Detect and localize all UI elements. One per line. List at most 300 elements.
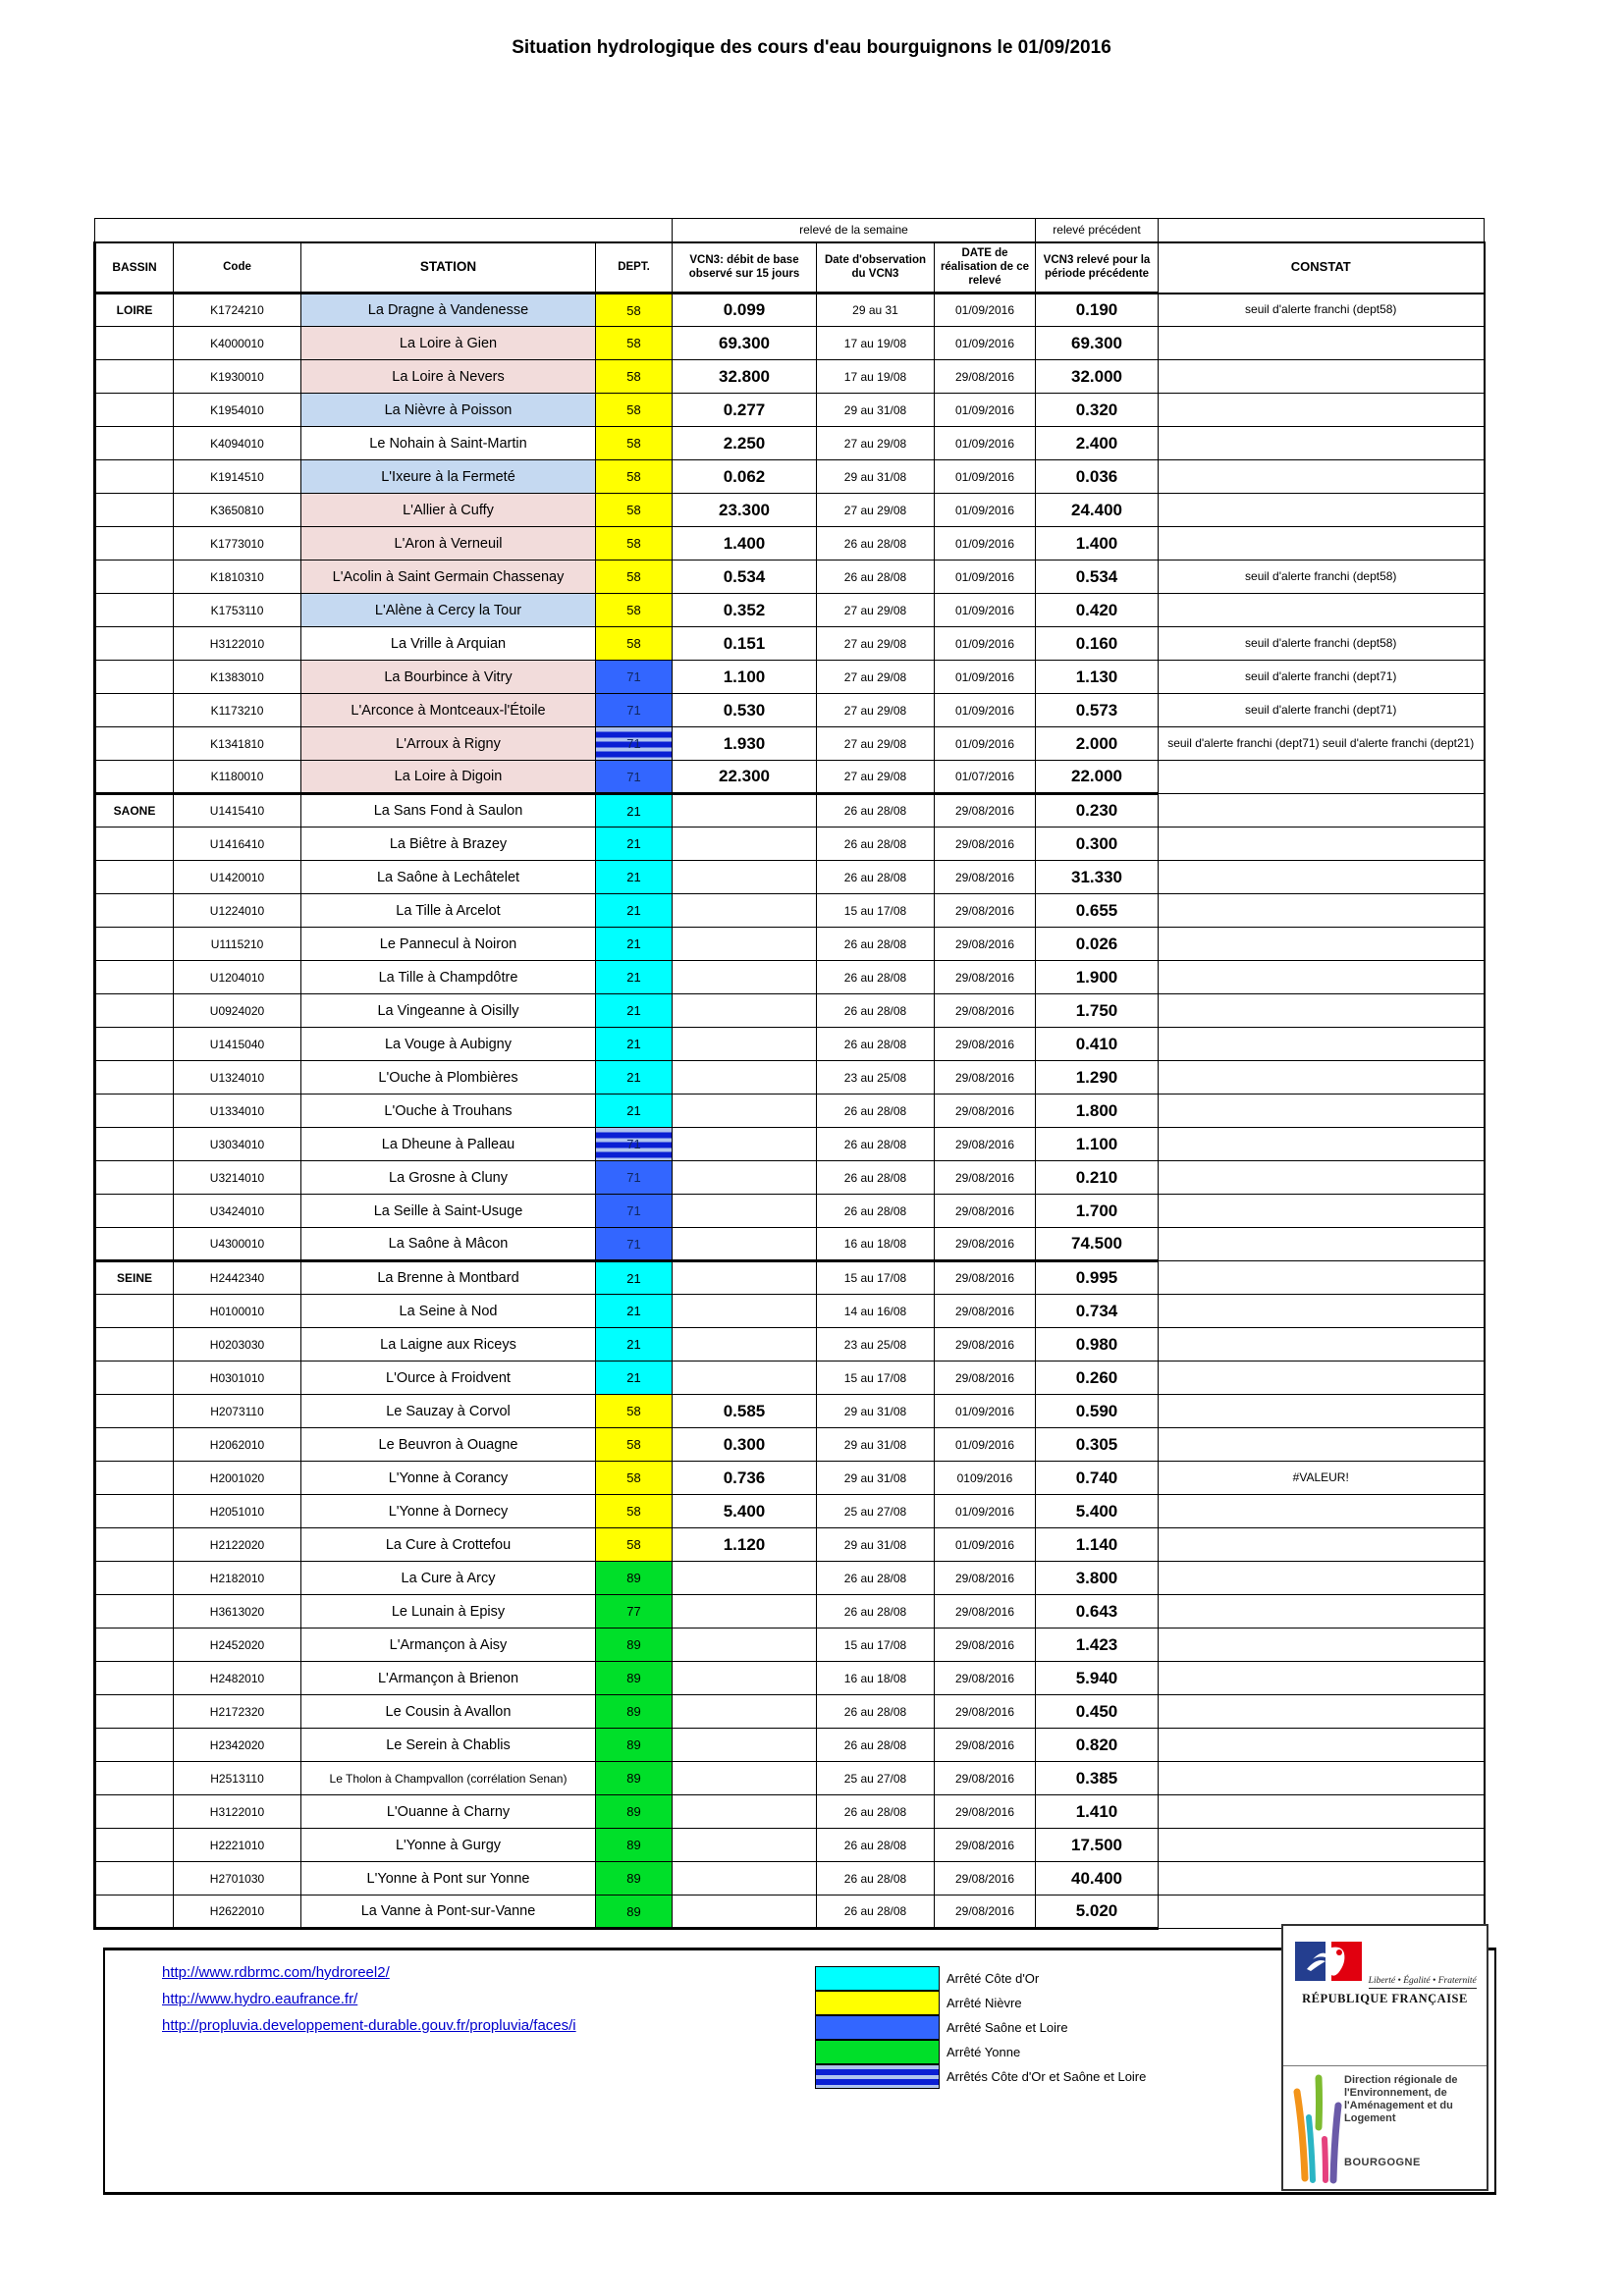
code-cell: K1753110 [174, 594, 301, 627]
constat-cell [1159, 1128, 1485, 1161]
col-header-code: Code [174, 242, 301, 294]
vcn3-cell: 23.300 [673, 494, 817, 527]
vcn3-prev-cell: 1.400 [1036, 527, 1159, 561]
bassin-cell [95, 460, 174, 494]
bassin-cell [95, 761, 174, 794]
dept-cell: 58 [596, 1495, 673, 1528]
page-title: Situation hydrologique des cours d'eau bourguignons le 01/09/2016 [512, 37, 1111, 58]
bassin-cell [95, 1729, 174, 1762]
constat-cell [1159, 1662, 1485, 1695]
date-releve-cell: 29/08/2016 [935, 1762, 1036, 1795]
date-releve-cell: 29/08/2016 [935, 1795, 1036, 1829]
constat-cell [1159, 394, 1485, 427]
vcn3-cell: 0.530 [673, 694, 817, 727]
vcn3-prev-cell: 0.026 [1036, 928, 1159, 961]
vcn3-prev-cell: 0.190 [1036, 294, 1159, 327]
bassin-cell [95, 1629, 174, 1662]
code-cell: H2342020 [174, 1729, 301, 1762]
bassin-cell [95, 694, 174, 727]
republique-francaise-logo [1283, 1926, 1487, 2066]
date-releve-cell: 29/08/2016 [935, 894, 1036, 928]
vcn3-cell: 69.300 [673, 327, 817, 360]
station-cell: L'Alène à Cercy la Tour [301, 594, 596, 627]
code-cell: U0924020 [174, 994, 301, 1028]
bassin-cell [95, 1829, 174, 1862]
vcn3-cell: 0.099 [673, 294, 817, 327]
code-cell: K4000010 [174, 327, 301, 360]
code-cell: H3122010 [174, 1795, 301, 1829]
table-row [95, 761, 1485, 794]
date-releve-cell: 01/09/2016 [935, 527, 1036, 561]
table-row [95, 627, 1485, 661]
table-row [95, 327, 1485, 360]
dept-cell: 71 [596, 761, 673, 794]
bassin-cell [95, 961, 174, 994]
vcn3-prev-cell: 5.020 [1036, 1896, 1159, 1929]
vcn3-prev-cell: 40.400 [1036, 1862, 1159, 1896]
dept-cell: 89 [596, 1629, 673, 1662]
code-cell: H2701030 [174, 1862, 301, 1896]
station-cell: L'Yonne à Dornecy [301, 1495, 596, 1528]
station-cell: L'Yonne à Corancy [301, 1462, 596, 1495]
bassin-cell [95, 394, 174, 427]
code-cell: U1415410 [174, 794, 301, 828]
constat-cell [1159, 1362, 1485, 1395]
date-obs-cell: 27 au 29/08 [817, 727, 935, 761]
date-releve-cell: 29/08/2016 [935, 1862, 1036, 1896]
vcn3-prev-cell: 0.734 [1036, 1295, 1159, 1328]
vcn3-prev-cell: 17.500 [1036, 1829, 1159, 1862]
dept-cell: 58 [596, 1428, 673, 1462]
footer-links [162, 1959, 576, 2039]
date-releve-cell: 29/08/2016 [935, 1128, 1036, 1161]
vcn3-cell [673, 1328, 817, 1362]
constat-cell [1159, 527, 1485, 561]
vcn3-cell [673, 1028, 817, 1061]
vcn3-cell [673, 928, 817, 961]
vcn3-cell [673, 1362, 817, 1395]
constat-cell [1159, 1729, 1485, 1762]
code-cell: K1173210 [174, 694, 301, 727]
constat-cell: seuil d'alerte franchi (dept58) [1159, 561, 1485, 594]
station-cell: Le Beuvron à Ouagne [301, 1428, 596, 1462]
bassin-cell: LOIRE [95, 294, 174, 327]
date-obs-cell: 26 au 28/08 [817, 1562, 935, 1595]
bassin-cell [95, 1095, 174, 1128]
constat-cell [1159, 1228, 1485, 1261]
dept-cell: 21 [596, 1028, 673, 1061]
vcn3-cell [673, 894, 817, 928]
code-cell: H2482010 [174, 1662, 301, 1695]
station-cell: La Vouge à Aubigny [301, 1028, 596, 1061]
vcn3-cell: 0.062 [673, 460, 817, 494]
dept-cell: 21 [596, 861, 673, 894]
code-cell: U3034010 [174, 1128, 301, 1161]
date-releve-cell: 0109/2016 [935, 1462, 1036, 1495]
code-cell: H2122020 [174, 1528, 301, 1562]
code-cell: K1724210 [174, 294, 301, 327]
vcn3-cell [673, 1795, 817, 1829]
col-header-vcn3-prev: VCN3 relevé pour la période précédente [1036, 242, 1159, 294]
constat-cell: seuil d'alerte franchi (dept58) [1159, 294, 1485, 327]
vcn3-cell: 0.300 [673, 1428, 817, 1462]
date-releve-cell: 01/09/2016 [935, 1395, 1036, 1428]
date-releve-cell: 29/08/2016 [935, 1161, 1036, 1195]
vcn3-cell [673, 994, 817, 1028]
bassin-cell [95, 1695, 174, 1729]
code-cell: K1341810 [174, 727, 301, 761]
date-releve-cell: 01/09/2016 [935, 1495, 1036, 1528]
table-row [95, 1395, 1485, 1428]
vcn3-prev-cell: 1.423 [1036, 1629, 1159, 1662]
code-cell: H2622010 [174, 1896, 301, 1929]
vcn3-prev-cell: 0.260 [1036, 1362, 1159, 1395]
table-row [95, 1195, 1485, 1228]
constat-cell [1159, 828, 1485, 861]
date-obs-cell: 29 au 31/08 [817, 460, 935, 494]
date-releve-cell: 29/08/2016 [935, 794, 1036, 828]
station-cell: La Cure à Arcy [301, 1562, 596, 1595]
bassin-cell [95, 327, 174, 360]
table-row [95, 294, 1485, 327]
dreal-region: BOURGOGNE [1344, 2157, 1421, 2168]
date-releve-cell: 29/08/2016 [935, 1629, 1036, 1662]
constat-cell [1159, 961, 1485, 994]
code-cell: H2182010 [174, 1562, 301, 1595]
dept-cell: 77 [596, 1595, 673, 1629]
date-obs-cell: 27 au 29/08 [817, 661, 935, 694]
table-row [95, 1028, 1485, 1061]
table-row [95, 661, 1485, 694]
constat-cell [1159, 1028, 1485, 1061]
code-cell: H2062010 [174, 1428, 301, 1462]
date-releve-cell: 29/08/2016 [935, 1061, 1036, 1095]
col-header-date-releve: DATE de réalisation de ce relevé [935, 242, 1036, 294]
code-cell: K1773010 [174, 527, 301, 561]
station-cell: La Dragne à Vandenesse [301, 294, 596, 327]
constat-cell [1159, 494, 1485, 527]
bassin-cell: SEINE [95, 1261, 174, 1295]
constat-cell [1159, 594, 1485, 627]
table-row [95, 1295, 1485, 1328]
footer-link[interactable]: http://www.hydro.eaufrance.fr/ [162, 1991, 358, 2007]
table-row [95, 1128, 1485, 1161]
date-obs-cell: 29 au 31/08 [817, 1395, 935, 1428]
date-obs-cell: 29 au 31 [817, 294, 935, 327]
bassin-cell [95, 727, 174, 761]
station-cell: L'Armançon à Brienon [301, 1662, 596, 1695]
constat-cell [1159, 1495, 1485, 1528]
station-cell: La Vrille à Arquian [301, 627, 596, 661]
col-header-date-obs: Date d'observation du VCN3 [817, 242, 935, 294]
dept-cell: 58 [596, 1462, 673, 1495]
bassin-cell [95, 1395, 174, 1428]
date-obs-cell: 26 au 28/08 [817, 561, 935, 594]
dept-cell: 58 [596, 1395, 673, 1428]
constat-cell [1159, 794, 1485, 828]
table-row [95, 828, 1485, 861]
bassin-cell [95, 1462, 174, 1495]
bassin-cell [95, 1495, 174, 1528]
table-row [95, 394, 1485, 427]
table-row [95, 1328, 1485, 1362]
vcn3-cell: 0.277 [673, 394, 817, 427]
constat-cell [1159, 1328, 1485, 1362]
station-cell: La Seine à Nod [301, 1295, 596, 1328]
legend-swatch-blue [815, 2015, 940, 2040]
date-releve-cell: 29/08/2016 [935, 1295, 1036, 1328]
date-obs-cell: 26 au 28/08 [817, 527, 935, 561]
code-cell: H0301010 [174, 1362, 301, 1395]
bassin-cell [95, 994, 174, 1028]
code-cell: H3122010 [174, 627, 301, 661]
vcn3-prev-cell: 0.655 [1036, 894, 1159, 928]
code-cell: H0203030 [174, 1328, 301, 1362]
date-obs-cell: 17 au 19/08 [817, 327, 935, 360]
code-cell: H3613020 [174, 1595, 301, 1629]
vcn3-prev-cell: 0.643 [1036, 1595, 1159, 1629]
date-obs-cell: 29 au 31/08 [817, 1462, 935, 1495]
vcn3-prev-cell: 1.410 [1036, 1795, 1159, 1829]
table-row [95, 1629, 1485, 1662]
date-obs-cell: 27 au 29/08 [817, 594, 935, 627]
station-cell: La Saône à Lechâtelet [301, 861, 596, 894]
date-obs-cell: 26 au 28/08 [817, 994, 935, 1028]
code-cell: H2442340 [174, 1261, 301, 1295]
bassin-cell [95, 561, 174, 594]
bassin-cell [95, 594, 174, 627]
vcn3-prev-cell: 0.410 [1036, 1028, 1159, 1061]
vcn3-prev-cell: 0.420 [1036, 594, 1159, 627]
table-row [95, 1261, 1485, 1295]
table-row [95, 360, 1485, 394]
table-row [95, 1462, 1485, 1495]
date-releve-cell: 01/09/2016 [935, 294, 1036, 327]
legend-label: Arrêté Yonne [947, 2045, 1021, 2059]
constat-cell [1159, 360, 1485, 394]
dept-cell: 58 [596, 427, 673, 460]
constat-cell [1159, 1795, 1485, 1829]
station-cell: Le Lunain à Episy [301, 1595, 596, 1629]
bassin-cell [95, 1195, 174, 1228]
col-header-vcn3: VCN3: débit de base observé sur 15 jours [673, 242, 817, 294]
date-obs-cell: 29 au 31/08 [817, 1528, 935, 1562]
date-obs-cell: 26 au 28/08 [817, 828, 935, 861]
station-cell: Le Tholon à Champvallon (corrélation Senan) [301, 1762, 596, 1795]
station-cell: L'Allier à Cuffy [301, 494, 596, 527]
vcn3-cell [673, 961, 817, 994]
code-cell: K3650810 [174, 494, 301, 527]
dept-cell: 58 [596, 294, 673, 327]
station-cell: L'Aron à Verneuil [301, 527, 596, 561]
vcn3-prev-cell: 22.000 [1036, 761, 1159, 794]
dept-cell: 21 [596, 1095, 673, 1128]
code-cell: K1914510 [174, 460, 301, 494]
bassin-cell [95, 427, 174, 460]
footer-link[interactable]: http://propluvia.developpement-durable.gouv.fr/propluvia/faces/i [162, 2017, 576, 2034]
date-obs-cell: 29 au 31/08 [817, 394, 935, 427]
dept-cell: 71 [596, 1161, 673, 1195]
date-obs-cell: 15 au 17/08 [817, 1362, 935, 1395]
bassin-cell [95, 828, 174, 861]
date-obs-cell: 15 au 17/08 [817, 1629, 935, 1662]
date-releve-cell: 29/08/2016 [935, 1195, 1036, 1228]
code-cell: U3214010 [174, 1161, 301, 1195]
vcn3-cell [673, 1829, 817, 1862]
date-obs-cell: 15 au 17/08 [817, 894, 935, 928]
date-releve-cell: 29/08/2016 [935, 1695, 1036, 1729]
bassin-cell [95, 1028, 174, 1061]
station-cell: La Loire à Gien [301, 327, 596, 360]
constat-cell [1159, 994, 1485, 1028]
code-cell: U1224010 [174, 894, 301, 928]
dept-cell: 58 [596, 527, 673, 561]
station-cell: La Loire à Nevers [301, 360, 596, 394]
date-releve-cell: 29/08/2016 [935, 360, 1036, 394]
group-header-previous: relevé précédent [1036, 219, 1159, 242]
vcn3-cell [673, 1896, 817, 1929]
date-releve-cell: 29/08/2016 [935, 828, 1036, 861]
dept-cell: 58 [596, 360, 673, 394]
bassin-cell [95, 1862, 174, 1896]
date-obs-cell: 26 au 28/08 [817, 1695, 935, 1729]
vcn3-cell: 1.930 [673, 727, 817, 761]
date-releve-cell: 01/09/2016 [935, 1528, 1036, 1562]
legend-swatch-cyan [815, 1966, 940, 1991]
hydrology-table [93, 218, 1486, 1930]
vcn3-prev-cell: 0.534 [1036, 561, 1159, 594]
vcn3-prev-cell: 69.300 [1036, 327, 1159, 360]
station-cell: L'Acolin à Saint Germain Chassenay [301, 561, 596, 594]
vcn3-prev-cell: 32.000 [1036, 360, 1159, 394]
station-cell: L'Yonne à Pont sur Yonne [301, 1862, 596, 1896]
table-row [95, 1528, 1485, 1562]
date-obs-cell: 27 au 29/08 [817, 427, 935, 460]
date-obs-cell: 26 au 28/08 [817, 1595, 935, 1629]
constat-cell [1159, 1395, 1485, 1428]
date-releve-cell: 01/09/2016 [935, 494, 1036, 527]
vcn3-prev-cell: 1.100 [1036, 1128, 1159, 1161]
vcn3-cell [673, 1161, 817, 1195]
dept-cell: 21 [596, 1295, 673, 1328]
table-row [95, 1595, 1485, 1629]
date-releve-cell: 01/09/2016 [935, 1428, 1036, 1462]
constat-cell [1159, 1061, 1485, 1095]
vcn3-cell: 22.300 [673, 761, 817, 794]
constat-cell: #VALEUR! [1159, 1462, 1485, 1495]
date-releve-cell: 01/07/2016 [935, 761, 1036, 794]
station-cell: Le Sauzay à Corvol [301, 1395, 596, 1428]
date-releve-cell: 01/09/2016 [935, 394, 1036, 427]
table-row [95, 794, 1485, 828]
vcn3-cell [673, 828, 817, 861]
vcn3-cell: 0.151 [673, 627, 817, 661]
constat-cell [1159, 894, 1485, 928]
code-cell: U1420010 [174, 861, 301, 894]
vcn3-cell: 5.400 [673, 1495, 817, 1528]
bassin-cell [95, 928, 174, 961]
dept-cell: 58 [596, 460, 673, 494]
dept-cell: 89 [596, 1729, 673, 1762]
table-row [95, 1228, 1485, 1261]
date-releve-cell: 01/09/2016 [935, 661, 1036, 694]
bassin-cell [95, 894, 174, 928]
vcn3-prev-cell: 24.400 [1036, 494, 1159, 527]
vcn3-prev-cell: 0.980 [1036, 1328, 1159, 1362]
date-releve-cell: 29/08/2016 [935, 1328, 1036, 1362]
dept-cell: 89 [596, 1695, 673, 1729]
vcn3-cell [673, 794, 817, 828]
marianne-flag-icon [1293, 1940, 1364, 1983]
vcn3-prev-cell: 0.300 [1036, 828, 1159, 861]
table-row [95, 1362, 1485, 1395]
table-row [95, 1161, 1485, 1195]
station-cell: La Saône à Mâcon [301, 1228, 596, 1261]
vcn3-prev-cell: 0.385 [1036, 1762, 1159, 1795]
vcn3-prev-cell: 0.450 [1036, 1695, 1159, 1729]
constat-cell [1159, 460, 1485, 494]
vcn3-prev-cell: 1.130 [1036, 661, 1159, 694]
vcn3-prev-cell: 2.000 [1036, 727, 1159, 761]
date-obs-cell: 23 au 25/08 [817, 1061, 935, 1095]
table-row [95, 994, 1485, 1028]
station-cell: L'Yonne à Gurgy [301, 1829, 596, 1862]
date-obs-cell: 26 au 28/08 [817, 1862, 935, 1896]
dept-cell: 89 [596, 1795, 673, 1829]
date-releve-cell: 01/09/2016 [935, 594, 1036, 627]
date-obs-cell: 16 au 18/08 [817, 1228, 935, 1261]
station-cell: L'Ouanne à Charny [301, 1795, 596, 1829]
code-cell: H2513110 [174, 1762, 301, 1795]
vcn3-cell [673, 1261, 817, 1295]
vcn3-cell [673, 1128, 817, 1161]
date-releve-cell: 29/08/2016 [935, 1028, 1036, 1061]
constat-cell [1159, 1261, 1485, 1295]
vcn3-prev-cell: 3.800 [1036, 1562, 1159, 1595]
date-releve-cell: 29/08/2016 [935, 1362, 1036, 1395]
bassin-cell [95, 1362, 174, 1395]
dept-cell: 21 [596, 828, 673, 861]
vcn3-cell [673, 1061, 817, 1095]
station-cell: L'Armançon à Aisy [301, 1629, 596, 1662]
dept-cell: 21 [596, 1328, 673, 1362]
constat-cell [1159, 1195, 1485, 1228]
table-row [95, 894, 1485, 928]
constat-cell: seuil d'alerte franchi (dept58) [1159, 627, 1485, 661]
date-releve-cell: 29/08/2016 [935, 1562, 1036, 1595]
constat-cell [1159, 1528, 1485, 1562]
bassin-cell [95, 1562, 174, 1595]
station-cell: L'Arconce à Montceaux-l'Étoile [301, 694, 596, 727]
date-obs-cell: 26 au 28/08 [817, 1161, 935, 1195]
vcn3-cell [673, 1228, 817, 1261]
bassin-cell [95, 661, 174, 694]
vcn3-prev-cell: 0.573 [1036, 694, 1159, 727]
table-row [95, 1495, 1485, 1528]
legend-label: Arrêté Saône et Loire [947, 2020, 1068, 2035]
bassin-cell [95, 1528, 174, 1562]
dept-cell: 21 [596, 928, 673, 961]
table-row [95, 1061, 1485, 1095]
vcn3-prev-cell: 1.290 [1036, 1061, 1159, 1095]
dept-cell: 89 [596, 1662, 673, 1695]
legend-label: Arrêté Nièvre [947, 1996, 1022, 2010]
footer-link[interactable]: http://www.rdbrmc.com/hydroreel2/ [162, 1964, 390, 1981]
dreal-name: Direction régionale de l'Environnement, de l'Aménagement et du Logement [1344, 2074, 1458, 2124]
table-row [95, 1762, 1485, 1795]
station-cell: La Tille à Arcelot [301, 894, 596, 928]
vcn3-prev-cell: 0.036 [1036, 460, 1159, 494]
